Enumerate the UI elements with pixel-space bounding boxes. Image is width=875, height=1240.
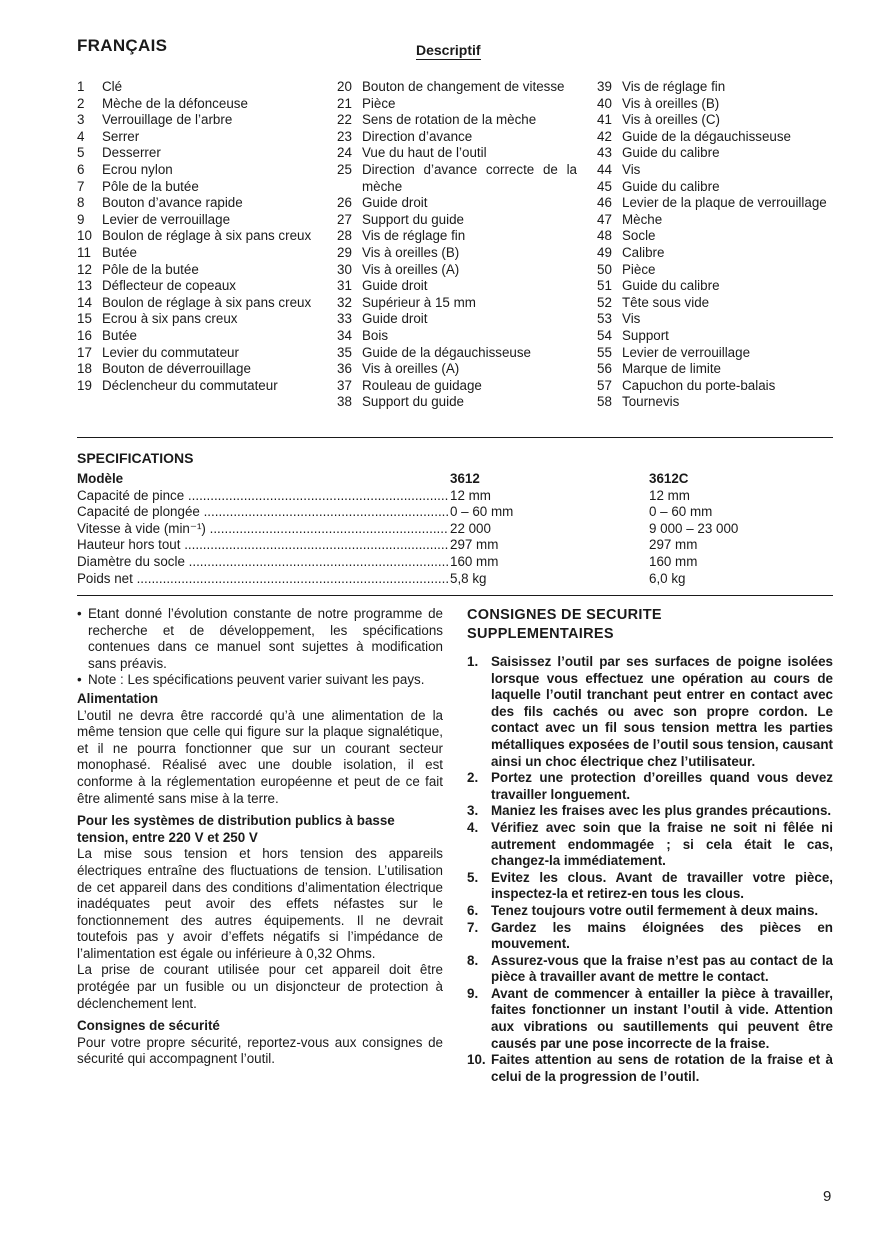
list-item: 51 Guide du calibre <box>597 278 720 294</box>
list-item: 3 Verrouillage de l’arbre <box>77 112 233 128</box>
parts-column-2 <box>337 79 577 411</box>
list-item: 5. Evitez les clous. Avant de travailler votre pièce, inspectez-la et retirez-en tous les clous. <box>467 869 833 902</box>
list-item: 15 Ecrou à six pans creux <box>77 311 238 327</box>
list-item: 55 Levier de verrouillage <box>597 344 751 360</box>
alimentation-text: L’outil ne devra être raccordé qu’à une alimentation de la même tension que celle qui figure sur la plaque signalétique, et il ne pourra fonctionner que sur un courant secteur monophasé. Réalisé avec une double isolation, il est conforme à la réglementation européenne et peut de ce fait être alimenté sans mise à la terre. <box>77 707 443 806</box>
list-item: 1. Saisissez l’outil par ses surfaces de poigne isolées lorsque vous effectuez une opération au cours de laquelle l’outil tranchant peut entrer en contact avec des fils cachés ou avec son propre cordon. Le contact avec un fil sous tension mettra les parties métalliques exposées de l’outil sous tension, causant ainsi un choc électrique chez l’utilisateur. <box>467 654 833 769</box>
list-item: • Note : Les spécifications peuvent varier suivant les pays. <box>77 672 425 688</box>
parts-column-3 <box>597 79 833 411</box>
public-distribution-text: La mise sous tension et hors tension des appareils électriques entraîne des fluctuations de tension. L’utilisation de cet appareil dans des conditions d’alimentation électrique inadéquates peut avoir des effets néfastes sur le fonctionnement des autres équipements. Il ne devrait toutefois pas y avoir d’effets négatifs si l’impédance de l’alimentation est égale ou inférieure à 0,32 Ohms. <box>77 846 443 961</box>
list-item: 32 Supérieur à 15 mm <box>337 294 476 310</box>
list-item: 30 Vis à oreilles (A) <box>337 261 460 277</box>
list-item: 13 Déflecteur de copeaux <box>77 278 236 294</box>
list-item: 34 Bois <box>337 327 389 343</box>
list-item: 49 Calibre <box>597 244 665 260</box>
manual-page <box>77 0 833 1240</box>
table-row: Hauteur hors tout ..... 297 mm 297 mm <box>77 537 833 554</box>
list-item: 1 Clé <box>77 79 123 94</box>
list-item: 22 Sens de rotation de la mèche <box>337 112 537 128</box>
list-item: 54 Support <box>597 327 669 343</box>
table-row: Poids net ..... 5,8 kg 6,0 kg <box>77 571 833 588</box>
list-item: 42 Guide de la dégauchisseuse <box>597 128 791 144</box>
list-item: 38 Support du guide <box>337 394 464 410</box>
list-item: 45 Guide du calibre <box>597 178 720 194</box>
divider <box>77 595 833 596</box>
list-item: 9. Avant de commencer à entailler la pièce à travailler, faites fonctionner un instant l’outil à vide. Attention aux vibrations ou sautillements qui peuvent être causés par une pose incorrecte de la fraise. <box>467 985 833 1051</box>
list-item: 36 Vis à oreilles (A) <box>337 361 460 377</box>
list-item: 53 Vis <box>597 311 641 327</box>
list-item: 2 Mèche de la défonceuse <box>77 95 248 111</box>
list-item: 48 Socle <box>597 228 656 244</box>
list-item: 43 Guide du calibre <box>597 145 720 161</box>
fuse-text: La prise de courant utilisée pour cet appareil doit être protégée par un fusible ou un disjoncteur de protection à déclenchement lent. <box>77 962 443 1011</box>
list-item: 41 Vis à oreilles (C) <box>597 112 720 128</box>
list-item: 40 Vis à oreilles (B) <box>597 95 720 111</box>
consignes-heading: CONSIGNES DE SECURITE SUPPLEMENTAIRES <box>467 607 662 642</box>
list-item: 35 Guide de la dégauchisseuse <box>337 344 531 360</box>
list-item: 8 Bouton d’avance rapide <box>77 195 243 211</box>
alimentation-heading: Alimentation <box>77 690 159 706</box>
list-item: 14 Boulon de réglage à six pans creux <box>77 294 312 310</box>
list-item: 57 Capuchon du porte-balais <box>597 377 776 393</box>
list-item: 29 Vis à oreilles (B) <box>337 244 460 260</box>
safety-heading: Consignes de sécurité <box>77 1018 220 1034</box>
specifications-heading: SPECIFICATIONS <box>77 450 194 466</box>
list-item: 3. Maniez les fraises avec les plus grandes précautions. <box>467 803 832 819</box>
list-item: 12 Pôle de la butée <box>77 261 199 277</box>
table-row: Diamètre du socle ..... 160 mm 160 mm <box>77 554 833 571</box>
list-item: 19 Déclencheur du commutateur <box>77 377 278 393</box>
list-item: 4 Serrer <box>77 128 140 144</box>
table-header-row: Modèle 3612 3612C <box>77 471 689 486</box>
list-item: 18 Bouton de déverrouillage <box>77 361 251 377</box>
table-row: Capacité de pince ..... 12 mm 12 mm <box>77 488 833 505</box>
list-item: 56 Marque de limite <box>597 361 721 377</box>
list-item: 8. Assurez-vous que la fraise n’est pas au contact de la pièce à travailler avant de mettre le contact. <box>467 952 833 985</box>
list-item: 46 Levier de la plaque de verrouillage <box>597 195 827 211</box>
table-row: Vitesse à vide (min⁻¹) ..... 22 000 9 000 – 23 000 <box>77 521 833 538</box>
left-column <box>77 606 443 1068</box>
list-item: 16 Butée <box>77 327 137 343</box>
list-item: 27 Support du guide <box>337 211 464 227</box>
list-item: 20 Bouton de changement de vitesse <box>337 79 565 94</box>
list-item: • Etant donné l’évolution constante de notre programme de recherche et de développement, les spécifications contenues dans ce manuel sont sujettes à modification sans préavis. <box>77 606 443 671</box>
specifications-table <box>77 471 833 587</box>
right-column <box>467 606 833 1085</box>
list-item: 7 Pôle de la butée <box>77 178 199 194</box>
list-item: 31 Guide droit <box>337 278 428 294</box>
list-item: 33 Guide droit <box>337 311 428 327</box>
list-item: 52 Tête sous vide <box>597 294 710 310</box>
bullet-icon: • <box>77 606 82 621</box>
list-item: 9 Levier de verrouillage <box>77 211 231 227</box>
divider <box>77 437 833 438</box>
list-item: 6 Ecrou nylon <box>77 161 173 177</box>
list-item: 28 Vis de réglage fin <box>337 228 466 244</box>
list-item: 5 Desserrer <box>77 145 161 161</box>
list-item: 7. Gardez les mains éloignées des pièces en mouvement. <box>467 919 833 952</box>
list-item: 11 Butée <box>77 244 137 260</box>
list-item: 37 Rouleau de guidage <box>337 377 482 393</box>
list-item: 25 Direction d’avance correcte de la mèche <box>337 161 577 194</box>
list-item: 50 Pièce <box>597 261 656 277</box>
list-item: 2. Portez une protection d’oreilles quand vous devez travailler longuement. <box>467 770 833 802</box>
list-item: 24 Vue du haut de l’outil <box>337 145 487 161</box>
page-number: 9 <box>823 1188 832 1205</box>
list-item: 44 Vis <box>597 161 641 177</box>
list-item: 21 Pièce <box>337 95 396 111</box>
parts-column-1 <box>77 79 313 394</box>
list-item: 6. Tenez toujours votre outil fermement à deux mains. <box>467 902 819 918</box>
list-item: 4. Vérifiez avec soin que la fraise ne soit ni fêlée ni autrement endommagée ; si cela était le cas, changez-la immédiatement. <box>467 819 833 869</box>
safety-text: Pour votre propre sécurité, reportez-vous aux consignes de sécurité qui accompagnent l’outil. <box>77 1034 443 1067</box>
list-item: 39 Vis de réglage fin <box>597 79 726 94</box>
public-distribution-heading: Pour les systèmes de distribution publics à basse tension, entre 220 V et 250 V <box>77 813 395 845</box>
list-item: 10. Faites attention au sens de rotation de la fraise et à celui de la progression de l’outil. <box>467 1052 833 1084</box>
list-item: 58 Tournevis <box>597 394 680 410</box>
bullet-icon: • <box>77 672 82 688</box>
descriptif-heading: Descriptif <box>416 42 481 58</box>
list-item: 17 Levier du commutateur <box>77 344 239 360</box>
list-item: 26 Guide droit <box>337 195 428 211</box>
language-heading: FRANÇAIS <box>77 36 168 55</box>
list-item: 47 Mèche <box>597 211 663 227</box>
list-item: 23 Direction d’avance <box>337 128 473 144</box>
list-item: 10 Boulon de réglage à six pans creux <box>77 228 312 244</box>
table-row: Capacité de plongée ..... 0 – 60 mm 0 – 60 mm <box>77 504 833 521</box>
